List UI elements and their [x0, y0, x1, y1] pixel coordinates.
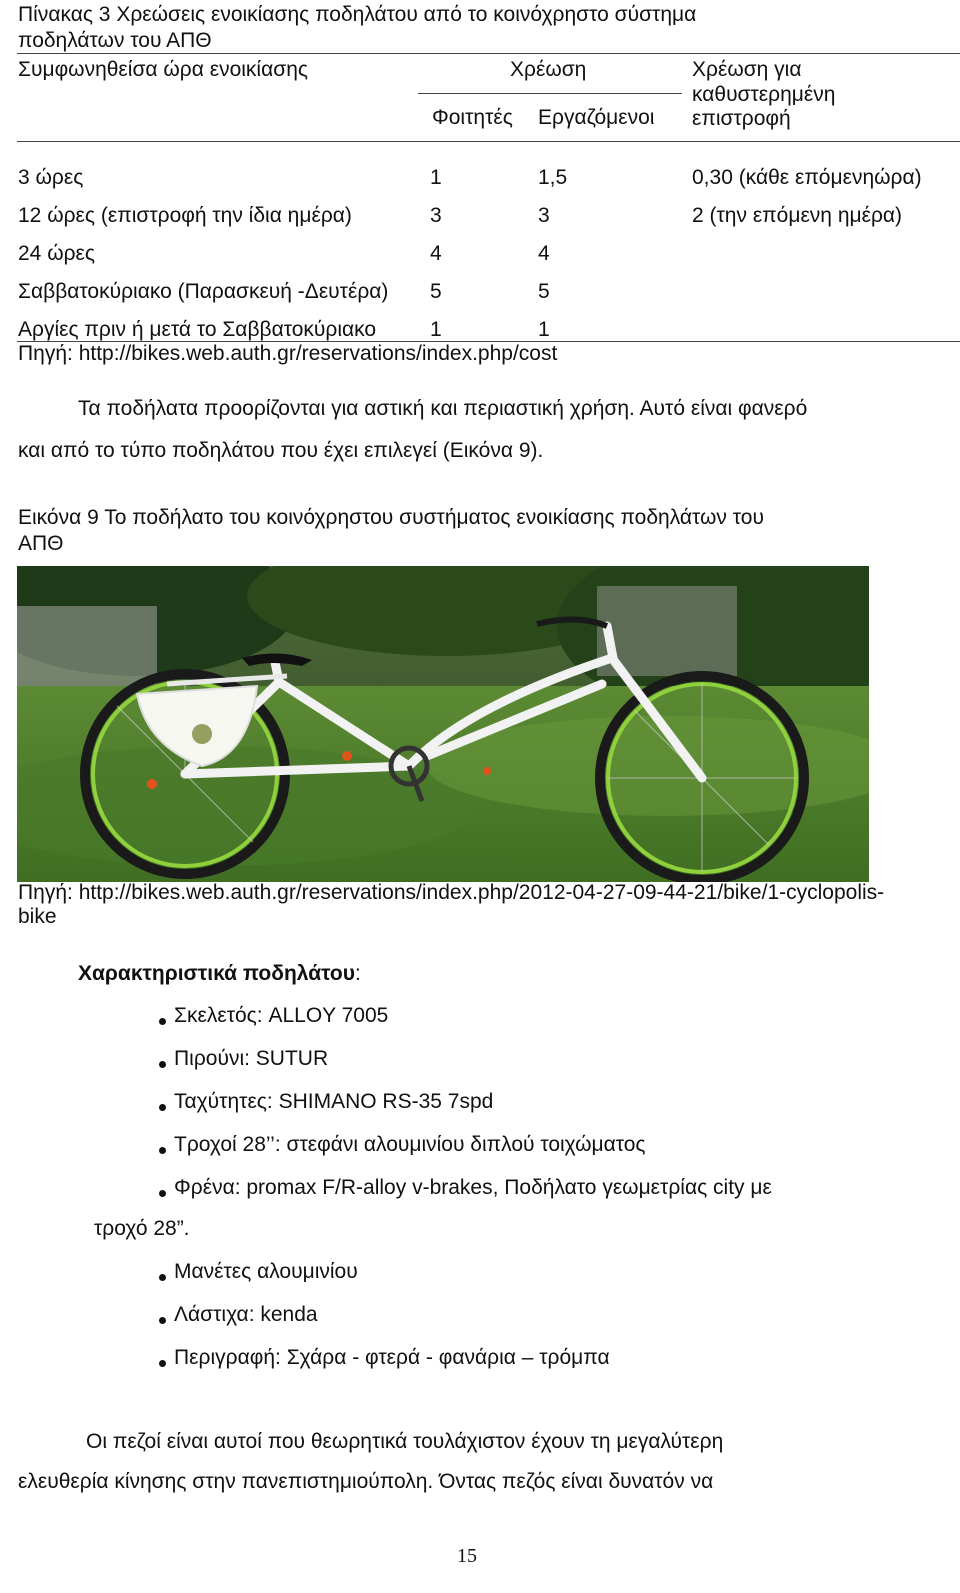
page-number: 15 [457, 1545, 477, 1567]
feature-item: Πιρούνι: SUTUR [174, 1047, 329, 1070]
bullet-dot [159, 1147, 166, 1154]
table-cell-employees: 5 [538, 280, 550, 303]
figure-caption-line1: Εικόνα 9 Το ποδήλατο του κοινόχρηστου συστήματος ενοικίασης ποδηλάτων του [18, 506, 764, 529]
feature-item: Μανέτες αλουμινίου [174, 1260, 358, 1283]
table-caption-line1: Πίνακας 3 Χρεώσεις ενοικίασης ποδηλάτου από το κοινόχρηστο σύστημα [18, 3, 697, 26]
feature-item: Ταχύτητες: SHIMANO RS-35 7spd [174, 1090, 494, 1113]
bullet-dot [159, 1104, 166, 1111]
table-cell-employees: 4 [538, 242, 550, 265]
table-cell-period: 12 ώρες (επιστροφή την ίδια ημέρα) [18, 204, 352, 227]
feature-item-continuation: τροχό 28”. [94, 1217, 190, 1240]
header-late-line1: Χρέωση για [692, 58, 802, 81]
table-cell-students: 4 [430, 242, 442, 265]
header-period: Συμφωνηθείσα ώρα ενοικίασης [18, 58, 308, 81]
bullet-dot [159, 1018, 166, 1025]
table-cell-late: 0,30 (κάθε επόμενηώρα) [692, 166, 922, 189]
table-cell-students: 5 [430, 280, 442, 303]
feature-item: Σκελετός: ALLOY 7005 [174, 1004, 389, 1027]
paragraph2-line2: ελευθερία κίνησης στην πανεπιστημιούπολη. Όντας πεζός είναι δυνατόν να [18, 1470, 714, 1493]
table-top-border [17, 53, 960, 54]
feature-item: Τροχοί 28’’: στεφάνι αλουμινίου διπλού τοιχώματος [174, 1133, 646, 1156]
header-students: Φοιτητές [432, 106, 513, 129]
header-group-rule [418, 93, 682, 94]
paragraph1-line1: Τα ποδήλατα προορίζονται για αστική και περιαστική χρήση. Αυτό είναι φανερό [78, 397, 808, 420]
bullet-dot [159, 1317, 166, 1324]
paragraph1-line2: και από το τύπο ποδηλάτου που έχει επιλεγεί (Εικόνα 9). [18, 439, 544, 462]
feature-item: Περιγραφή: Σχάρα - φτερά - φανάρια – τρόμπα [174, 1346, 610, 1369]
table-cell-period: Σαββατοκύριακο (Παρασκευή -Δευτέρα) [18, 280, 389, 303]
table-cell-period: 24 ώρες [18, 242, 96, 265]
bullet-dot [159, 1190, 166, 1197]
features-heading [78, 961, 361, 987]
paragraph2-line1: Οι πεζοί είναι αυτοί που θεωρητικά τουλάχιστον έχουν τη μεγαλύτερη [86, 1430, 724, 1453]
header-charge-group: Χρέωση [510, 58, 587, 81]
table-cell-period: 3 ώρες [18, 166, 84, 189]
table-source: Πηγή: http://bikes.web.auth.gr/reservations/index.php/cost [18, 342, 558, 365]
features-heading-colon: : [354, 962, 361, 985]
features-heading-text: Χαρακτηριστικά ποδηλάτου [78, 962, 355, 985]
header-employees: Εργαζόμενοι [538, 106, 655, 129]
figure-caption-line2: ΑΠΘ [18, 532, 64, 555]
table-cell-employees: 1,5 [538, 166, 568, 189]
figure-source-line1: Πηγή: http://bikes.web.auth.gr/reservations/index.php/2012-04-27-09-44-21/bike/1-cyclopolis- [18, 881, 885, 904]
table-cell-students: 3 [430, 204, 442, 227]
bicycle-photo [17, 566, 869, 882]
header-bottom-border [17, 141, 960, 142]
bicycle-illustration [17, 566, 869, 882]
feature-item: Λάστιχα: kenda [174, 1303, 318, 1326]
bullet-dot [159, 1360, 166, 1367]
table-cell-employees: 3 [538, 204, 550, 227]
header-late-line2: καθυστερημένη [692, 83, 836, 106]
bullet-dot [159, 1061, 166, 1068]
table-cell-employees: 1 [538, 318, 550, 341]
figure-source-line2: bike [18, 905, 57, 928]
table-cell-students: 1 [430, 318, 442, 341]
table-cell-period: Αργίες πριν ή μετά το Σαββατοκύριακο [18, 318, 377, 341]
header-late-line3: επιστροφή [692, 107, 791, 130]
feature-item: Φρένα: promax F/R-alloy v-brakes, Ποδήλατο γεωμετρίας city με [174, 1176, 772, 1199]
table-cell-students: 1 [430, 166, 442, 189]
bullet-dot [159, 1274, 166, 1281]
table-cell-late: 2 (την επόμενη ημέρα) [692, 204, 903, 227]
table-caption-line2: ποδηλάτων του ΑΠΘ [18, 29, 212, 52]
